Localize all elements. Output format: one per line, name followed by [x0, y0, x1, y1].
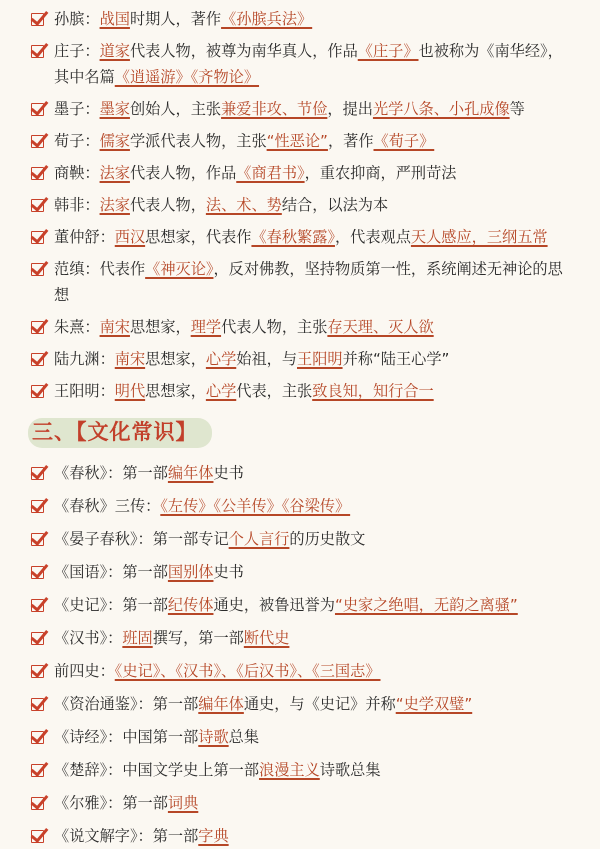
keyword-highlight: 《神灭论》	[145, 260, 214, 278]
list-item-text	[54, 460, 574, 486]
checkbox-checked-icon	[28, 192, 54, 218]
list-item-text	[54, 6, 574, 32]
keyword-highlight: 词典	[167, 794, 199, 812]
checkbox-checked-icon	[28, 823, 54, 849]
keyword-highlight: 光学八条、小孔成像	[372, 100, 510, 118]
list-item-text	[54, 38, 574, 90]
checkbox-checked-icon	[28, 460, 54, 486]
keyword-highlight: 存天理、灭人欲	[327, 318, 434, 336]
text-segment: 韩非：	[54, 196, 100, 214]
text-segment: 思想家，代表作	[145, 228, 252, 246]
text-segment: 也被称为《南华经》，其中名篇	[54, 42, 563, 86]
text-segment: 商鞅：	[54, 164, 100, 182]
text-segment: 《晏子春秋》：第一部专记	[54, 530, 229, 548]
text-segment: 始祖，与	[236, 350, 297, 368]
keyword-highlight: 兼爱非攻、节俭	[221, 100, 328, 118]
keyword-highlight: 法、术、势	[205, 196, 282, 214]
checkbox-checked-icon	[28, 96, 54, 122]
text-segment: 《楚辞》：中国文学史上第一部	[54, 761, 260, 779]
text-segment: 《春秋》：第一部	[54, 464, 168, 482]
keyword-highlight: 明代	[114, 382, 146, 400]
keyword-highlight: 理学	[190, 318, 222, 336]
text-segment: 董仲舒：	[54, 228, 115, 246]
text-segment: 时期人，著作	[129, 10, 222, 28]
keyword-highlight: 诗歌	[198, 728, 229, 746]
list-item	[0, 128, 600, 154]
keyword-highlight: “史家之绝唱，无韵之离骚”	[334, 596, 518, 614]
checkbox-checked-icon	[28, 625, 54, 651]
list-item-text	[54, 493, 574, 519]
text-segment: 代表人物，被尊为南华真人，作品	[129, 42, 358, 60]
text-segment: ，著作	[327, 132, 374, 150]
list-item	[0, 658, 600, 684]
text-segment: 孙膑：	[54, 10, 100, 28]
list-item	[0, 256, 600, 308]
text-segment: 撰写，第一部	[152, 629, 244, 647]
checkbox-checked-icon	[28, 493, 54, 519]
keyword-highlight: 法家	[99, 164, 130, 182]
list-item	[0, 38, 600, 90]
text-segment: 代表人物，作品	[129, 164, 237, 182]
checkbox-checked-icon	[28, 691, 54, 717]
text-segment: 代表人物，主张	[221, 318, 328, 336]
list-item-text	[54, 256, 574, 308]
text-segment: 学派代表人物，主张	[129, 132, 267, 150]
text-segment: 墨子：	[54, 100, 100, 118]
text-segment: 范缜：代表作	[54, 260, 146, 278]
text-segment: 庄子：	[54, 42, 100, 60]
text-segment: 朱熹：	[54, 318, 100, 336]
list-item	[0, 224, 600, 250]
keyword-highlight: 《孙膑兵法》	[221, 10, 313, 28]
checkbox-checked-icon	[28, 224, 54, 250]
keyword-highlight: “性恶论”	[266, 132, 328, 150]
keyword-highlight: 《荀子》	[373, 132, 435, 150]
text-segment: 并称“陆王心学”	[342, 350, 450, 368]
text-segment: 前四史：	[54, 662, 115, 680]
keyword-highlight: 《商君书》	[236, 164, 305, 182]
list-item-text	[54, 757, 574, 783]
keyword-highlight: 个人言行	[228, 530, 290, 548]
list-item	[0, 592, 600, 618]
text-segment: 《国语》：第一部	[54, 563, 168, 581]
list-item-text	[54, 378, 574, 404]
text-segment: ，提出	[327, 100, 373, 118]
keyword-highlight: 墨家	[99, 100, 130, 118]
text-segment: 的历史散文	[289, 530, 366, 548]
checkbox-checked-icon	[28, 526, 54, 552]
checkbox-checked-icon	[28, 724, 54, 750]
list-item	[0, 346, 600, 372]
list-item-text	[54, 724, 574, 750]
section-heading-text: 三、【文化常识】	[32, 420, 198, 444]
list-item	[0, 691, 600, 717]
list-item-text	[54, 625, 574, 651]
text-segment: 结合，以法为本	[281, 196, 389, 214]
checkbox-checked-icon	[28, 314, 54, 340]
list-item-text	[54, 691, 574, 717]
list-item	[0, 757, 600, 783]
keyword-highlight: 战国	[99, 10, 130, 28]
list-item-text	[54, 592, 574, 618]
text-segment: 诗歌总集	[319, 761, 381, 779]
list-item	[0, 823, 600, 849]
text-segment: 《诗经》：中国第一部	[54, 728, 199, 746]
keyword-highlight: 道家	[99, 42, 130, 60]
list-item	[0, 790, 600, 816]
list-item	[0, 6, 600, 32]
checkbox-checked-icon	[28, 346, 54, 372]
text-segment: 《史记》：第一部	[54, 596, 168, 614]
text-segment: ，代表观点	[334, 228, 411, 246]
keyword-highlight: 《史记》、《汉书》、《后汉书》、《三国志》	[114, 662, 381, 680]
text-segment: 陆九渊：	[54, 350, 115, 368]
keyword-highlight: 班固	[122, 629, 153, 647]
section-heading	[28, 412, 212, 450]
text-segment: 思想家，	[129, 318, 191, 336]
keyword-highlight: 《春秋繁露》	[251, 228, 335, 246]
keyword-highlight: “史学双璧”	[395, 695, 473, 713]
keyword-highlight: 字典	[198, 827, 229, 845]
checkbox-checked-icon	[28, 757, 54, 783]
keyword-highlight: 南宋	[99, 318, 130, 336]
list-item	[0, 625, 600, 651]
checkbox-checked-icon	[28, 658, 54, 684]
text-segment: 思想家，	[145, 350, 206, 368]
text-segment: 通史，与《史记》并称	[243, 695, 396, 713]
list-item-text	[54, 823, 574, 849]
checkbox-checked-icon	[28, 38, 54, 64]
list-item	[0, 192, 600, 218]
checkbox-checked-icon	[28, 592, 54, 618]
keyword-highlight: 致良知，知行合一	[312, 382, 434, 400]
keyword-highlight: 编年体	[198, 695, 244, 713]
list-item-text	[54, 128, 574, 154]
list-item	[0, 526, 600, 552]
text-segment: 等	[509, 100, 525, 118]
list-item	[0, 96, 600, 122]
list-item	[0, 160, 600, 186]
list-item-text	[54, 559, 574, 585]
text-segment: 通史，被鲁迅誉为	[213, 596, 335, 614]
keyword-highlight: 王阳明	[297, 350, 343, 368]
keyword-highlight: 《庄子》	[357, 42, 419, 60]
keyword-highlight: 《左传》《公羊传》《谷梁传》	[160, 497, 351, 515]
text-segment: 代表，主张	[236, 382, 313, 400]
keyword-highlight: 西汉	[114, 228, 146, 246]
text-segment: ，反对佛教，坚持物质第一性，系统阐述无神论的思想	[54, 260, 563, 304]
keyword-highlight: 纪传体	[167, 596, 214, 614]
checkbox-checked-icon	[28, 559, 54, 585]
text-segment: 荀子：	[54, 132, 100, 150]
section-heading-wrap	[0, 412, 600, 450]
text-segment: 思想家，	[145, 382, 206, 400]
list-item-text	[54, 790, 574, 816]
text-segment: 代表人物，	[129, 196, 206, 214]
list-item	[0, 378, 600, 404]
culture-list	[0, 460, 600, 849]
list-item-text	[54, 192, 574, 218]
list-item	[0, 724, 600, 750]
text-segment: 《汉书》：	[54, 629, 123, 647]
keyword-highlight: 浪漫主义	[259, 761, 320, 779]
checkbox-checked-icon	[28, 160, 54, 186]
text-segment: 总集	[228, 728, 260, 746]
list-item	[0, 493, 600, 519]
checkbox-checked-icon	[28, 378, 54, 404]
list-item-text	[54, 314, 574, 340]
keyword-highlight: 儒家	[99, 132, 130, 150]
list-item	[0, 314, 600, 340]
list-item-text	[54, 526, 574, 552]
list-item-text	[54, 160, 574, 186]
checkbox-checked-icon	[28, 790, 54, 816]
text-segment: 《资治通鉴》：第一部	[54, 695, 199, 713]
keyword-highlight: 心学	[205, 382, 237, 400]
list-item-text	[54, 96, 574, 122]
checkbox-checked-icon	[28, 6, 54, 32]
list-item-text	[54, 224, 574, 250]
keyword-highlight: 断代史	[243, 629, 290, 647]
text-segment: 《说文解字》：第一部	[54, 827, 199, 845]
text-segment: 史书	[213, 464, 244, 482]
text-segment: 《尔雅》：第一部	[54, 794, 168, 812]
text-segment: 史书	[213, 563, 244, 581]
text-segment: ，重农抑商，严刑苛法	[304, 164, 457, 182]
list-item	[0, 460, 600, 486]
keyword-highlight: 编年体	[167, 464, 214, 482]
list-item	[0, 559, 600, 585]
text-segment: 创始人，主张	[129, 100, 222, 118]
keyword-highlight: 法家	[99, 196, 130, 214]
checkbox-checked-icon	[28, 128, 54, 154]
keyword-highlight: 国别体	[167, 563, 214, 581]
thinkers-list	[0, 0, 600, 404]
keyword-highlight: 天人感应，三纲五常	[410, 228, 548, 246]
keyword-highlight: 心学	[205, 350, 237, 368]
keyword-highlight: 《逍遥游》《齐物论》	[114, 68, 260, 86]
list-item-text	[54, 346, 574, 372]
text-segment: 王阳明：	[54, 382, 115, 400]
checkbox-checked-icon	[28, 256, 54, 282]
keyword-highlight: 南宋	[114, 350, 146, 368]
list-item-text	[54, 658, 574, 684]
text-segment: 《春秋》三传：	[54, 497, 161, 515]
